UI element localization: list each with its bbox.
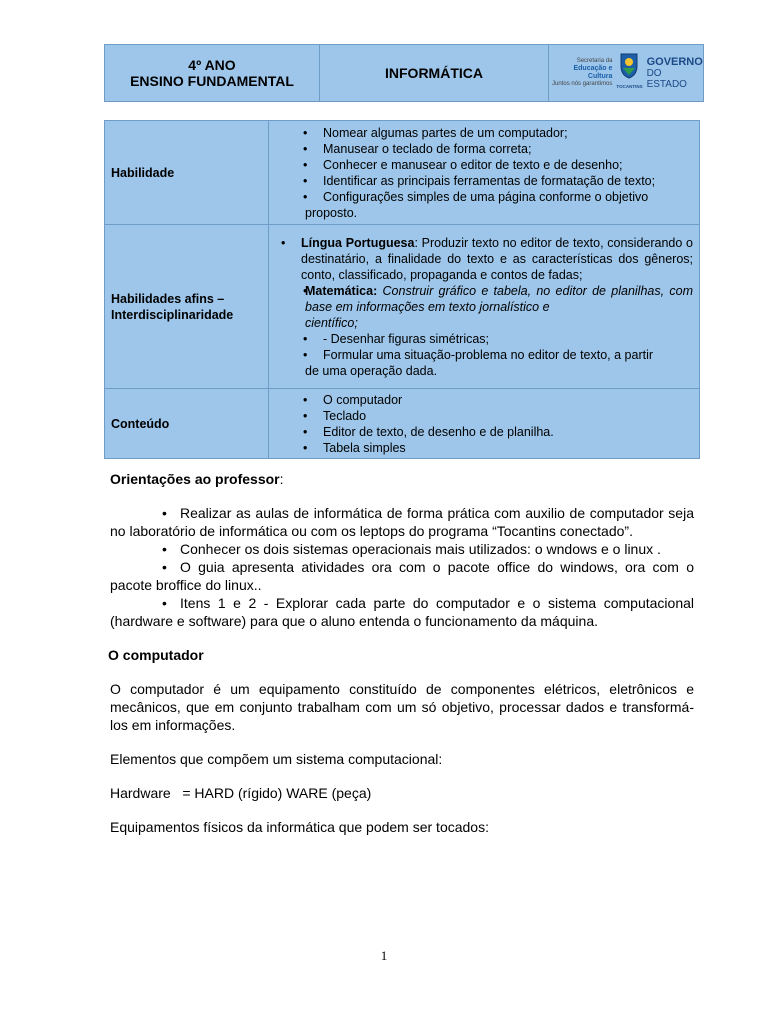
subject-cell: [320, 45, 549, 101]
governo-logo: GOVERNO DO ESTADO: [646, 55, 703, 90]
page-number: 1: [380, 948, 388, 963]
paragraph: O computador é um equipamento constituído de componentes elétricos, eletrônicos e mecânicos, que em conjunto trabalham com um só objetivo, processar dados e transformá-los em informações.: [110, 681, 694, 733]
list-item: • Identificar as principais ferramentas de formatação de texto;: [275, 173, 693, 189]
logo-cell: [549, 45, 703, 101]
paragraph: Hardware = HARD (rígido) WARE (peça): [110, 785, 372, 801]
list-item: • Configurações simples de uma página conforme o objetivo: [275, 189, 693, 205]
habilidade-label: Habilidade: [105, 121, 269, 225]
orientacoes-heading: Orientações ao professor:: [110, 471, 284, 487]
computador-heading: O computador: [108, 647, 204, 663]
list-item: • Nomear algumas partes de um computador;: [275, 125, 693, 141]
paragraph: Elementos que compõem um sistema computacional:: [110, 751, 443, 767]
bullet-paragraph: • Realizar as aulas de informática de forma prática com auxilio de computador seja no laboratório de informática ou com os leptops do programa “Tocantins conectado”.: [110, 505, 694, 539]
list-item: • Editor de texto, de desenho e de planilha.: [275, 424, 693, 440]
crest-wrap: TOCANTINS: [616, 51, 642, 95]
list-item: • Teclado: [275, 408, 693, 424]
conteudo-label: Conteúdo: [105, 389, 269, 459]
list-item-continuation: de uma operação dada.: [305, 363, 438, 378]
afins-label: Habilidades afins – Interdisciplinaridade: [105, 225, 269, 389]
conteudo-content: [269, 389, 700, 459]
habilidade-content: [269, 121, 700, 225]
list-item: • O computador: [275, 392, 693, 408]
list-item-continuation: proposto.: [305, 205, 358, 220]
bullet-paragraph: • Itens 1 e 2 - Explorar cada parte do computador e o sistema computacional (hardware e software) para que o aluno entenda o funcionamento da máquina.: [110, 595, 694, 629]
document-body: [110, 470, 694, 836]
afins-content: [269, 225, 700, 389]
header-table: [104, 44, 704, 102]
list-item-continuation: científico;: [305, 315, 358, 330]
bullet-paragraph: • O guia apresenta atividades ora com o pacote office do windows, ora com o pacote broffice do linux..: [110, 559, 694, 593]
row-afins: [105, 225, 700, 389]
list-item: • Formular uma situação-problema no editor de texto, a partir: [275, 347, 693, 363]
paragraph: Equipamentos físicos da informática que podem ser tocados:: [110, 819, 489, 835]
level-label: ENSINO FUNDAMENTAL: [130, 73, 294, 89]
grade-cell: [105, 45, 320, 101]
state-crest-icon: [618, 51, 640, 79]
bullet-paragraph: • Conhecer os dois sistemas operacionais mais utilizados: o wndows e o linux .: [162, 541, 661, 557]
secretaria-logo: Secretaria da Educação e Cultura Juntos nós garantimos: [552, 58, 613, 87]
list-item: • Língua Portuguesa: Produzir texto no editor de texto, considerando o destinatário, a finalidade do texto e as características dos gêneros; conto, classificado, propaganda e contos de fadas;: [275, 235, 693, 283]
list-item: • Tabela simples: [275, 440, 693, 456]
list-item: • - Desenhar figuras simétricas;: [275, 331, 693, 347]
row-habilidade: [105, 121, 700, 225]
list-item: • Conhecer e manusear o editor de texto e de desenho;: [275, 157, 693, 173]
row-conteudo: [105, 389, 700, 459]
skills-table: [104, 120, 700, 459]
list-item: • Matemática: Construir gráfico e tabela, no editor de planilhas, com base em informações em texto jornalístico e: [275, 283, 693, 315]
list-item: • Manusear o teclado de forma correta;: [275, 141, 693, 157]
subject-label: INFORMÁTICA: [385, 65, 483, 81]
grade-label: 4º ANO: [188, 57, 236, 73]
